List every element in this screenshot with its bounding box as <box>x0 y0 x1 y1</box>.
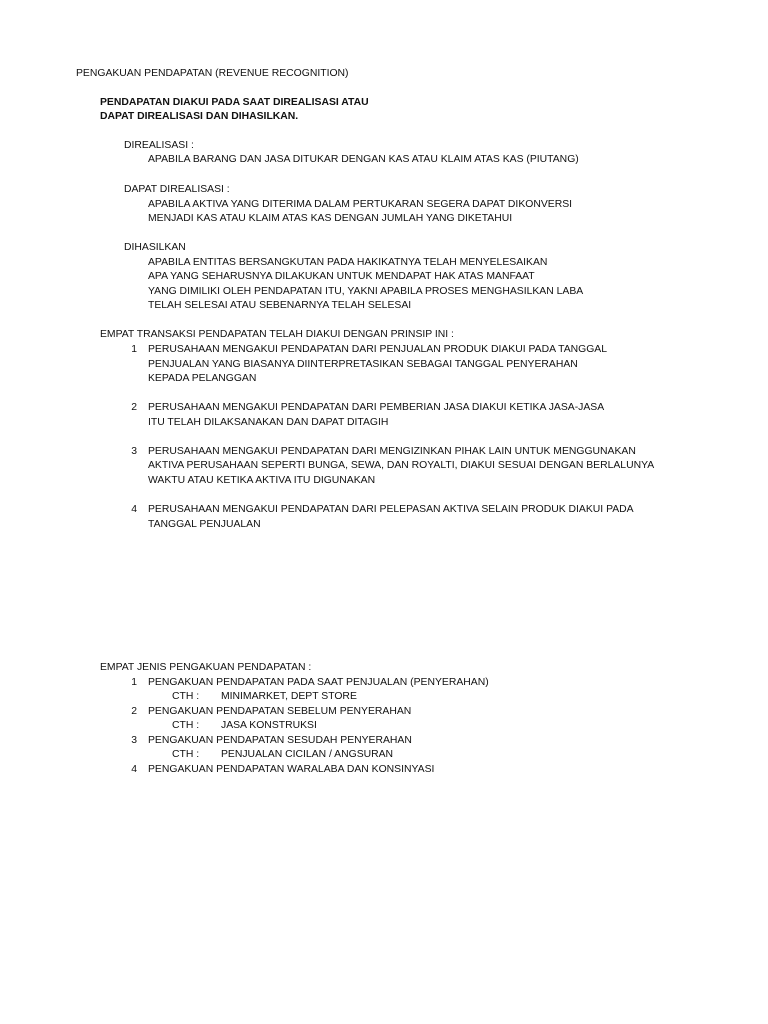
type-example-label: CTH : <box>172 691 200 702</box>
transaction-number: 2 <box>131 402 137 413</box>
transaction-text: TANGGAL PENJUALAN <box>148 519 261 530</box>
transaction-number: 3 <box>131 446 137 457</box>
dapat-direalisasi-heading: DAPAT DIREALISASI : <box>124 184 230 195</box>
type-number: 2 <box>131 706 137 717</box>
transaction-number: 4 <box>131 504 137 515</box>
document-title: PENGAKUAN PENDAPATAN (REVENUE RECOGNITION) <box>76 68 349 79</box>
principle-line-1: PENDAPATAN DIAKUI PADA SAAT DIREALISASI ATAU <box>100 97 369 108</box>
type-number: 4 <box>131 764 137 775</box>
dapat-direalisasi-text: MENJADI KAS ATAU KLAIM ATAS KAS DENGAN JUMLAH YANG DIKETAHUI <box>148 213 513 224</box>
type-example-label: CTH : <box>172 720 200 731</box>
type-label: PENGAKUAN PENDAPATAN WARALABA DAN KONSINYASI <box>148 764 435 775</box>
transaction-text: WAKTU ATAU KETIKA AKTIVA ITU DIGUNAKAN <box>148 475 376 486</box>
type-label: PENGAKUAN PENDAPATAN SEBELUM PENYERAHAN <box>148 706 412 717</box>
dihasilkan-text: APABILA ENTITAS BERSANGKUTAN PADA HAKIKATNYA TELAH MENYELESAIKAN <box>148 257 548 268</box>
transaction-text: PENJUALAN YANG BIASANYA DIINTERPRETASIKAN SEBAGAI TANGGAL PENYERAHAN <box>148 359 578 370</box>
type-number: 3 <box>131 735 137 746</box>
transactions-heading: EMPAT TRANSAKSI PENDAPATAN TELAH DIAKUI DENGAN PRINSIP INI : <box>100 329 454 340</box>
direalisasi-heading: DIREALISASI : <box>124 140 194 151</box>
principle-line-2: DAPAT DIREALISASI DAN DIHASILKAN. <box>100 111 299 122</box>
transaction-text: PERUSAHAAN MENGAKUI PENDAPATAN DARI PEMBERIAN JASA DIAKUI KETIKA JASA-JASA <box>148 402 605 413</box>
transaction-text: PERUSAHAAN MENGAKUI PENDAPATAN DARI PELEPASAN AKTIVA SELAIN PRODUK DIAKUI PADA <box>148 504 634 515</box>
type-label: PENGAKUAN PENDAPATAN PADA SAAT PENJUALAN (PENYERAHAN) <box>148 677 489 688</box>
type-example: PENJUALAN CICILAN / ANGSURAN <box>221 749 394 760</box>
type-example-label: CTH : <box>172 749 200 760</box>
transaction-text: AKTIVA PERUSAHAAN SEPERTI BUNGA, SEWA, DAN ROYALTI, DIAKUI SESUAI DENGAN BERLALUNYA <box>148 460 655 471</box>
type-number: 1 <box>131 677 137 688</box>
dihasilkan-text: TELAH SELESAI ATAU SEBENARNYA TELAH SELESAI <box>148 300 412 311</box>
direalisasi-text: APABILA BARANG DAN JASA DITUKAR DENGAN KAS ATAU KLAIM ATAS KAS (PIUTANG) <box>148 154 579 165</box>
dihasilkan-text: YANG DIMILIKI OLEH PENDAPATAN ITU, YAKNI APABILA PROSES MENGHASILKAN LABA <box>148 286 584 297</box>
dapat-direalisasi-text: APABILA AKTIVA YANG DITERIMA DALAM PERTUKARAN SEGERA DAPAT DIKONVERSI <box>148 199 573 210</box>
transaction-text: PERUSAHAAN MENGAKUI PENDAPATAN DARI PENJUALAN PRODUK DIAKUI PADA TANGGAL <box>148 344 608 355</box>
transaction-text: PERUSAHAAN MENGAKUI PENDAPATAN DARI MENGIZINKAN PIHAK LAIN UNTUK MENGGUNAKAN <box>148 446 636 457</box>
transaction-text: KEPADA PELANGGAN <box>148 373 257 384</box>
type-example: JASA KONSTRUKSI <box>221 720 317 731</box>
type-label: PENGAKUAN PENDAPATAN SESUDAH PENYERAHAN <box>148 735 412 746</box>
dihasilkan-heading: DIHASILKAN <box>124 242 186 253</box>
transaction-number: 1 <box>131 344 137 355</box>
types-heading: EMPAT JENIS PENGAKUAN PENDAPATAN : <box>100 662 312 673</box>
transaction-text: ITU TELAH DILAKSANAKAN DAN DAPAT DITAGIH <box>148 417 389 428</box>
dihasilkan-text: APA YANG SEHARUSNYA DILAKUKAN UNTUK MENDAPAT HAK ATAS MANFAAT <box>148 271 535 282</box>
type-example: MINIMARKET, DEPT STORE <box>221 691 357 702</box>
